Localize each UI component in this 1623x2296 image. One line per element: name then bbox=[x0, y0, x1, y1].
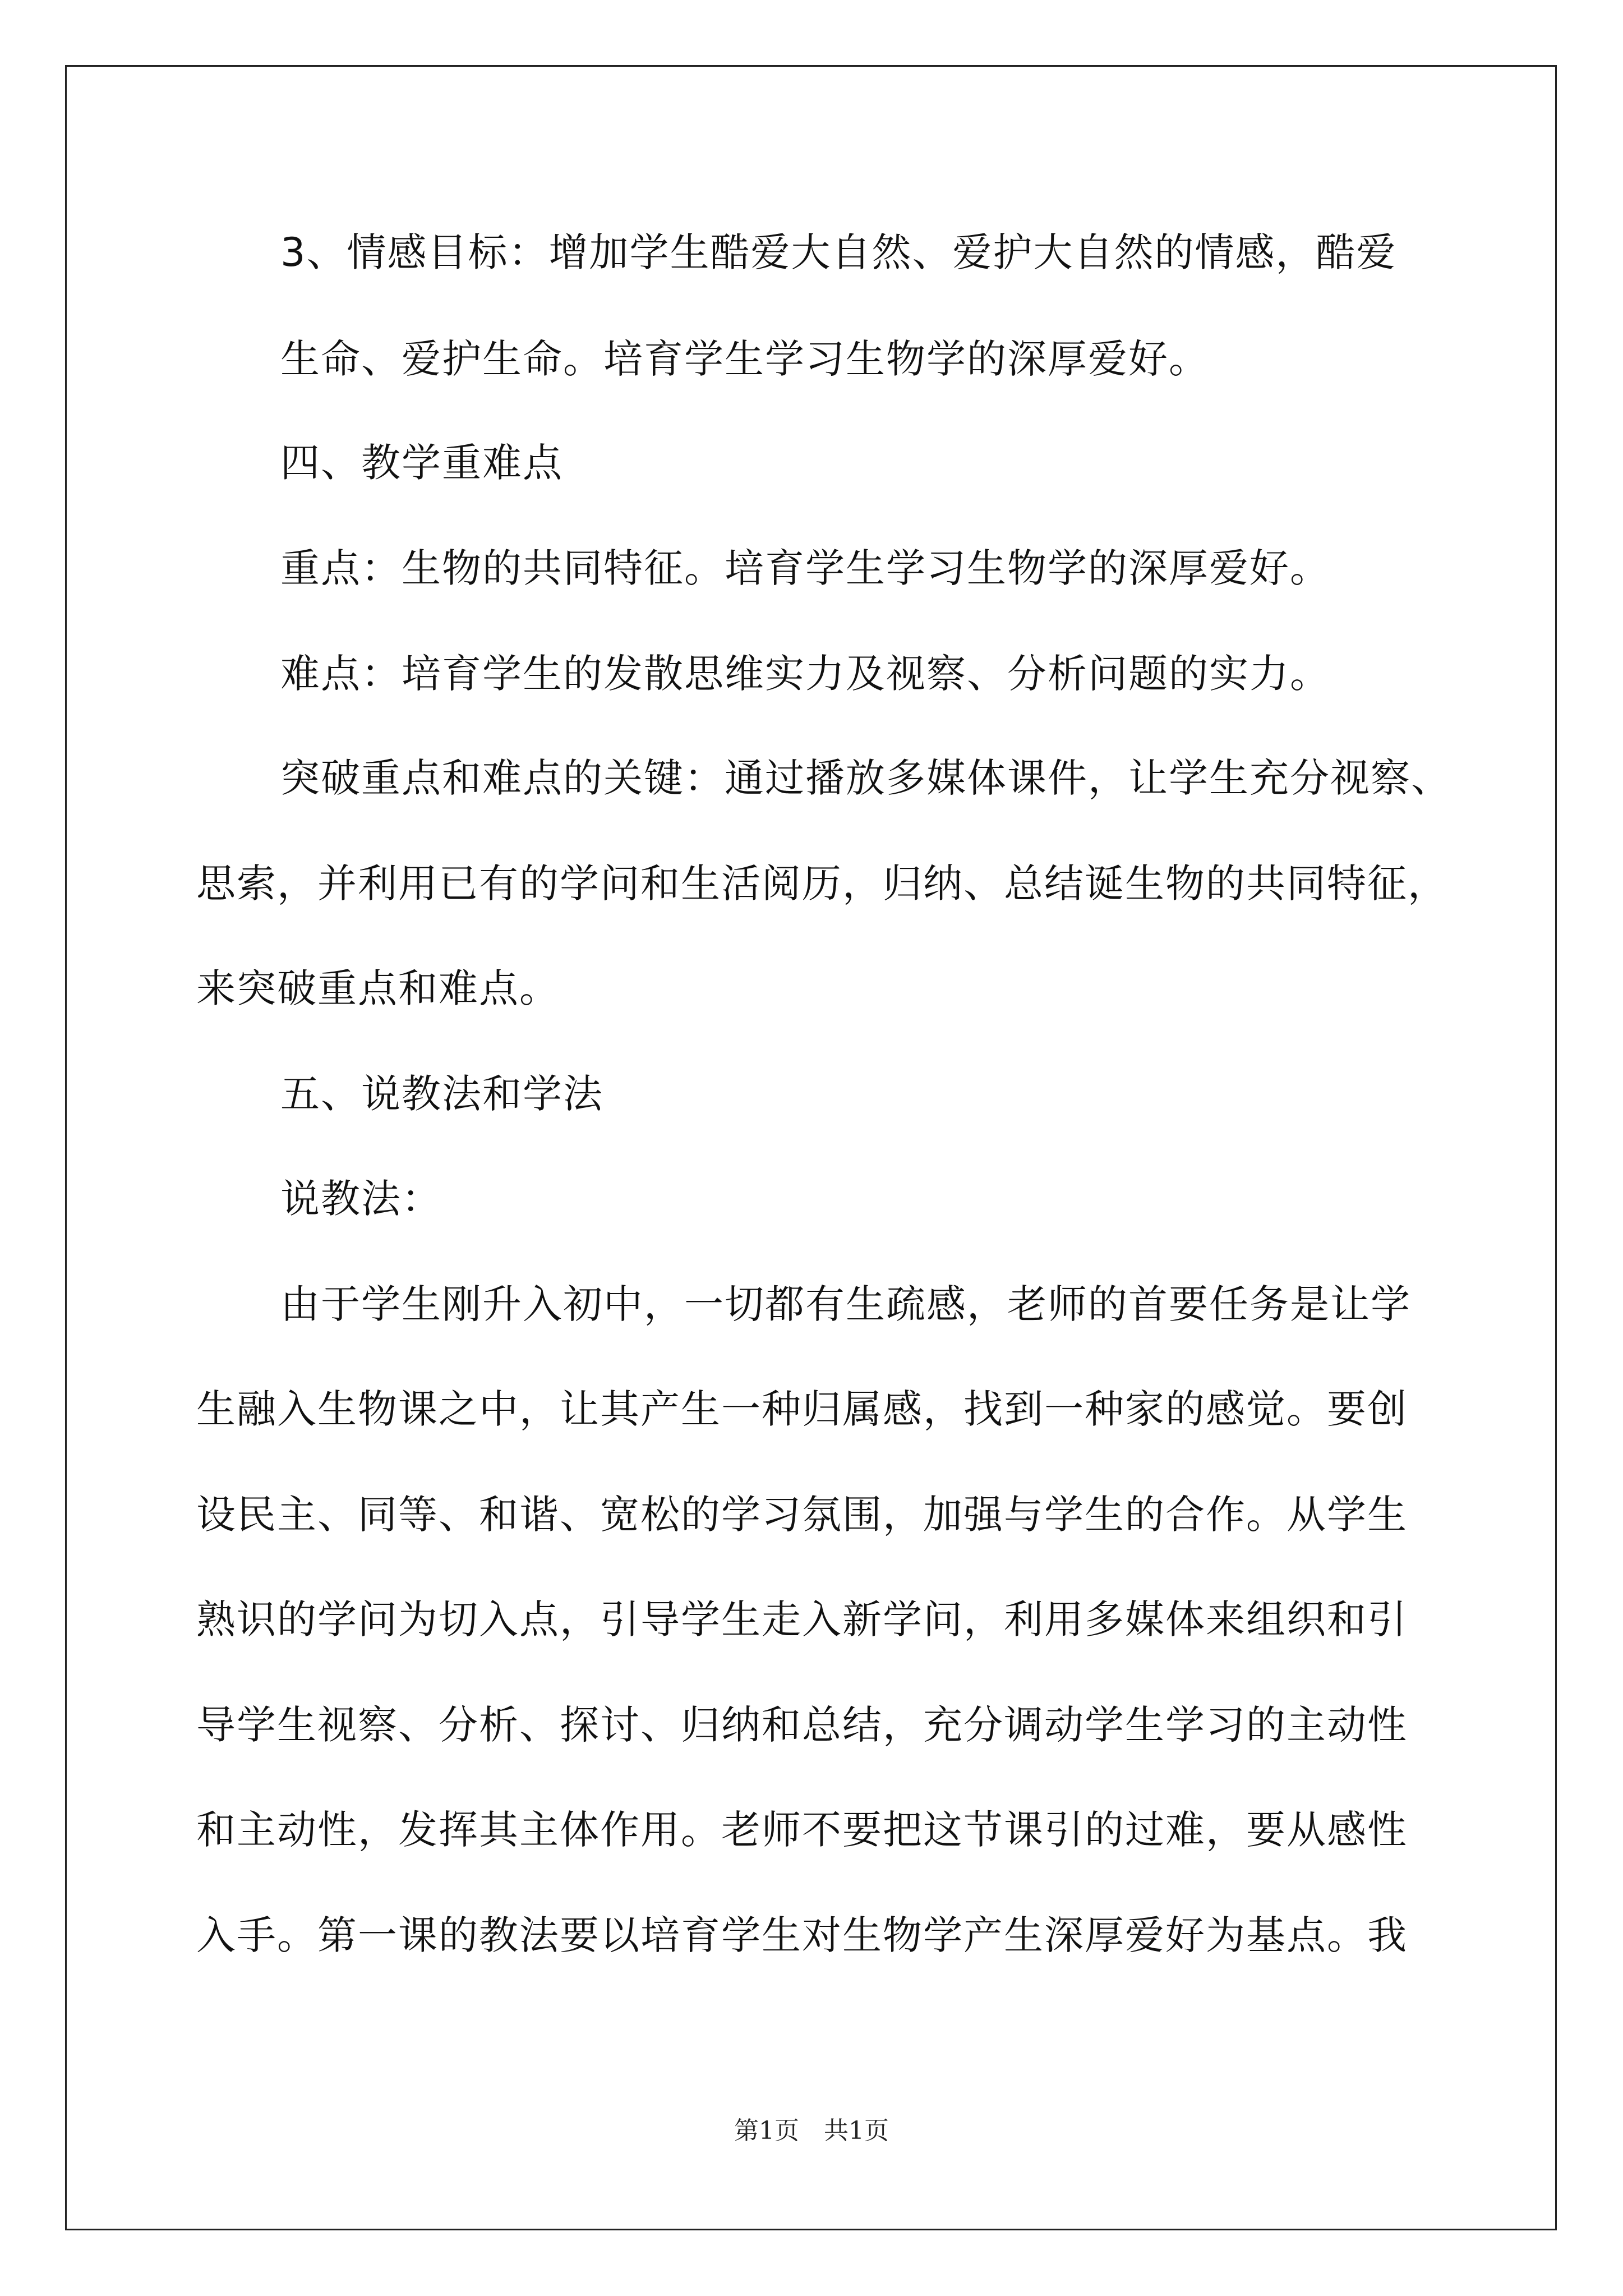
paragraph-line: 思索，并利用已有的学问和生活阅历，归纳、总结诞生物的共同特征， bbox=[196, 861, 1448, 907]
paragraph-line: 熟识的学问为切入点，引导学生走入新学问，利用多媒体来组织和引 bbox=[196, 1596, 1408, 1642]
subsection-heading: 说教法： bbox=[280, 1176, 442, 1222]
paragraph-line: 难点：培育学生的发散思维实力及视察、分析问题的实力。 bbox=[280, 651, 1330, 697]
paragraph-line: 生融入生物课之中，让其产生一种归属感，找到一种家的感觉。要创 bbox=[196, 1386, 1408, 1432]
section-heading: 四、教学重难点 bbox=[280, 440, 563, 486]
section-heading: 五、说教法和学法 bbox=[280, 1071, 603, 1117]
paragraph-line: 设民主、同等、和谐、宽松的学习氛围，加强与学生的合作。从学生 bbox=[196, 1492, 1408, 1538]
paragraph-line: 重点：生物的共同特征。培育学生学习生物学的深厚爱好。 bbox=[280, 545, 1330, 591]
page-border bbox=[65, 65, 1557, 2230]
page-number-label: 第1页 共1页 bbox=[734, 2116, 889, 2145]
paragraph-line: 导学生视察、分析、探讨、归纳和总结，充分调动学生学习的主动性 bbox=[196, 1702, 1408, 1748]
paragraph-line: 来突破重点和难点。 bbox=[196, 965, 560, 1011]
paragraph-line: 由于学生刚升入初中，一切都有生疏感，老师的首要任务是让学 bbox=[280, 1281, 1411, 1327]
paragraph-line: 入手。第一课的教法要以培育学生对生物学产生深厚爱好为基点。我 bbox=[196, 1912, 1408, 1958]
paragraph-line: 3、情感目标：增加学生酷爱大自然、爱护大自然的情感，酷爱 bbox=[280, 229, 1397, 275]
page-footer bbox=[0, 2110, 1623, 2146]
paragraph-line: 突破重点和难点的关键：通过播放多媒体课件，让学生充分视察、 bbox=[280, 755, 1451, 801]
paragraph-line: 生命、爱护生命。培育学生学习生物学的深厚爱好。 bbox=[280, 336, 1209, 382]
paragraph-line: 和主动性，发挥其主体作用。老师不要把这节课引的过难，要从感性 bbox=[196, 1807, 1408, 1853]
